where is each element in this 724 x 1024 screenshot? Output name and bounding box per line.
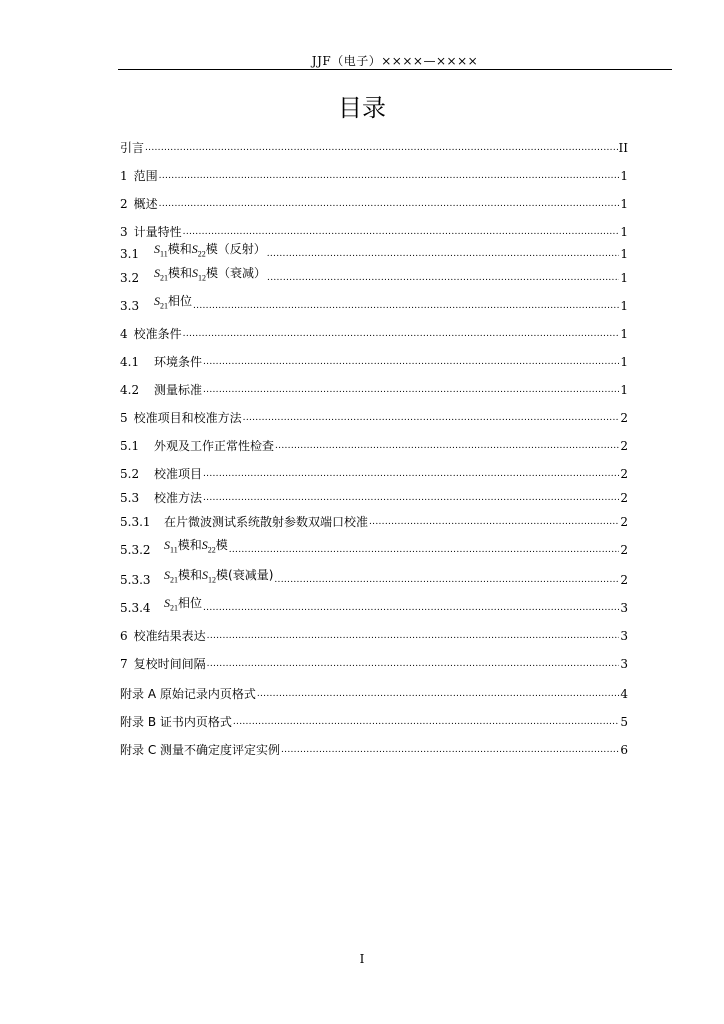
- dot-leader: [207, 628, 620, 644]
- toc-entry-label: 环境条件: [154, 355, 203, 369]
- header-rule: [118, 69, 672, 70]
- toc-entry-label: 外观及工作正常性检查: [154, 439, 275, 453]
- toc-entry[interactable]: [120, 740, 628, 758]
- toc-entry-label: 测量标准: [154, 383, 203, 397]
- toc-entry[interactable]: [120, 380, 628, 398]
- toc-entry-label: 校准结果表达: [133, 629, 206, 643]
- toc-entry-label: 校准条件: [133, 327, 182, 341]
- toc-entry[interactable]: [120, 595, 628, 616]
- toc-entry-label: 计量特性: [133, 225, 182, 239]
- toc-entry-page: 2: [620, 543, 628, 557]
- s-parameter-symbol: $S_{21}$: [154, 293, 168, 310]
- toc-entry-page: 2: [620, 439, 628, 453]
- toc-entry-page: 1: [620, 327, 628, 341]
- toc-entry-label: 复校时间间隔: [133, 657, 206, 671]
- toc-entry[interactable]: [120, 567, 628, 588]
- toc-entry-label: $S_{21}$相位: [154, 293, 193, 310]
- dot-leader: [203, 466, 619, 482]
- toc-entry-page: 4: [620, 687, 628, 701]
- toc-entry-number: 5.3.4: [120, 601, 151, 615]
- toc-entry-number: 3.3: [120, 299, 140, 313]
- toc-entry-number: 5.2: [120, 467, 140, 481]
- toc-entry[interactable]: [120, 654, 628, 672]
- toc-entry-page: 5: [620, 715, 628, 729]
- dot-leader: [159, 196, 620, 212]
- toc-entry-page: II: [618, 141, 628, 155]
- toc-entry-page: 1: [620, 225, 628, 239]
- toc-entry-label: 范围: [133, 169, 158, 183]
- s-parameter-symbol: $S_{22}$: [191, 241, 206, 258]
- dot-leader: [203, 490, 619, 506]
- toc-entry[interactable]: [120, 222, 628, 240]
- s-parameter-symbol: $S_{12}$: [192, 265, 207, 282]
- toc-entry-label: 校准项目: [154, 467, 203, 481]
- toc-entry-page: 2: [620, 467, 628, 481]
- dot-leader: [257, 686, 620, 702]
- toc-entry-label: 引言: [120, 141, 145, 155]
- dot-leader: [145, 140, 618, 156]
- toc-entry[interactable]: [120, 138, 628, 156]
- toc-entry[interactable]: [120, 436, 628, 454]
- toc-entry-label: 校准方法: [154, 491, 203, 505]
- toc-entry-label: 附录 A 原始记录内页格式: [120, 687, 256, 701]
- toc-entry-page: 1: [620, 169, 628, 183]
- toc-entry-page: 2: [620, 515, 628, 529]
- toc-entry-label: 附录 B 证书内页格式: [120, 715, 232, 729]
- dot-leader: [159, 168, 620, 184]
- toc-entry-page: 3: [620, 657, 628, 671]
- toc-entry-label: $S_{21}$相位: [164, 595, 203, 612]
- toc-entry-page: 2: [620, 411, 628, 425]
- toc-entry-page: 1: [620, 247, 628, 261]
- toc-entry[interactable]: [120, 241, 628, 262]
- toc-entry-number: 4: [120, 327, 128, 341]
- toc-entry-page: 3: [620, 601, 628, 615]
- toc-entry-label: $S_{21}$模和$S_{12}$模(衰减量): [164, 567, 274, 584]
- toc-entry-number: 1: [120, 169, 128, 183]
- s-parameter-symbol: $S_{21}$: [154, 265, 168, 282]
- toc-entry[interactable]: [120, 488, 628, 506]
- toc-title: 目录: [338, 94, 386, 122]
- dot-leader: [267, 246, 620, 262]
- toc-entry[interactable]: [120, 324, 628, 342]
- toc-entry-number: 5.3.3: [120, 573, 151, 587]
- toc-entry[interactable]: [120, 537, 628, 558]
- s-parameter-symbol: $S_{21}$: [164, 567, 178, 584]
- toc-entry-label: 在片微波测试系统散射参数双端口校准: [164, 515, 369, 529]
- toc-entry[interactable]: [120, 684, 628, 702]
- dot-leader: [203, 354, 619, 370]
- dot-leader: [274, 572, 619, 588]
- s-parameter-symbol: $S_{11}$: [164, 537, 178, 554]
- toc-entry-page: 2: [620, 573, 628, 587]
- dot-leader: [267, 270, 619, 286]
- toc-entry[interactable]: [120, 265, 628, 286]
- toc-entry-page: 1: [620, 355, 628, 369]
- toc-entry-number: 5.3.1: [120, 515, 151, 529]
- running-header: JJF（电子）××××—××××: [311, 54, 479, 68]
- toc-entry[interactable]: [120, 293, 628, 314]
- toc-entry-page: 1: [620, 299, 628, 313]
- toc-entry-number: 5: [120, 411, 128, 425]
- toc-entry-number: 5.1: [120, 439, 140, 453]
- dot-leader: [193, 298, 619, 314]
- dot-leader: [275, 438, 619, 454]
- toc-entry-number: 3: [120, 225, 128, 239]
- toc-entry-number: 7: [120, 657, 128, 671]
- page-number: I: [359, 952, 365, 966]
- toc-entry[interactable]: [120, 512, 628, 530]
- toc-entry[interactable]: [120, 408, 628, 426]
- dot-leader: [281, 742, 619, 758]
- s-parameter-symbol: $S_{21}$: [164, 595, 178, 612]
- dot-leader: [183, 224, 620, 240]
- toc-entry[interactable]: [120, 194, 628, 212]
- toc-entry-page: 1: [620, 383, 628, 397]
- toc-entry-number: 5.3: [120, 491, 140, 505]
- toc-entry-number: 6: [120, 629, 128, 643]
- toc-entry[interactable]: [120, 352, 628, 370]
- toc-entry-page: 2: [620, 491, 628, 505]
- toc-entry-label: $S_{21}$模和$S_{12}$模（衰减）: [154, 265, 267, 282]
- toc-entry[interactable]: [120, 712, 628, 730]
- toc-entry[interactable]: [120, 464, 628, 482]
- toc-entry-number: 5.3.2: [120, 543, 151, 557]
- toc-entry[interactable]: [120, 626, 628, 644]
- dot-leader: [369, 514, 619, 530]
- toc-entry-label: $S_{11}$模和$S_{22}$模: [164, 537, 228, 554]
- toc-entry-page: 6: [620, 743, 628, 757]
- toc-entry-page: 1: [620, 197, 628, 211]
- dot-leader: [203, 382, 619, 398]
- toc-entry-number: 4.2: [120, 383, 140, 397]
- toc-entry-number: 3.1: [120, 247, 140, 261]
- s-parameter-symbol: $S_{22}$: [201, 537, 216, 554]
- toc-entry-number: 3.2: [120, 271, 140, 285]
- s-parameter-symbol: $S_{11}$: [154, 241, 168, 258]
- dot-leader: [233, 714, 619, 730]
- toc-entry-page: 3: [620, 629, 628, 643]
- dot-leader: [229, 542, 620, 558]
- toc-entry-label: 校准项目和校准方法: [133, 411, 242, 425]
- toc-entry-page: 1: [620, 271, 628, 285]
- dot-leader: [183, 326, 620, 342]
- s-parameter-symbol: $S_{12}$: [202, 567, 217, 584]
- toc-entry-number: 2: [120, 197, 128, 211]
- toc-entry[interactable]: [120, 166, 628, 184]
- toc-entry-label: 附录 C 测量不确定度评定实例: [120, 743, 281, 757]
- toc-entry-label: 概述: [133, 197, 158, 211]
- dot-leader: [203, 600, 619, 616]
- toc-entry-number: 4.1: [120, 355, 140, 369]
- toc-entry-label: $S_{11}$模和$S_{22}$模（反射）: [154, 241, 266, 258]
- dot-leader: [207, 656, 620, 672]
- dot-leader: [243, 410, 620, 426]
